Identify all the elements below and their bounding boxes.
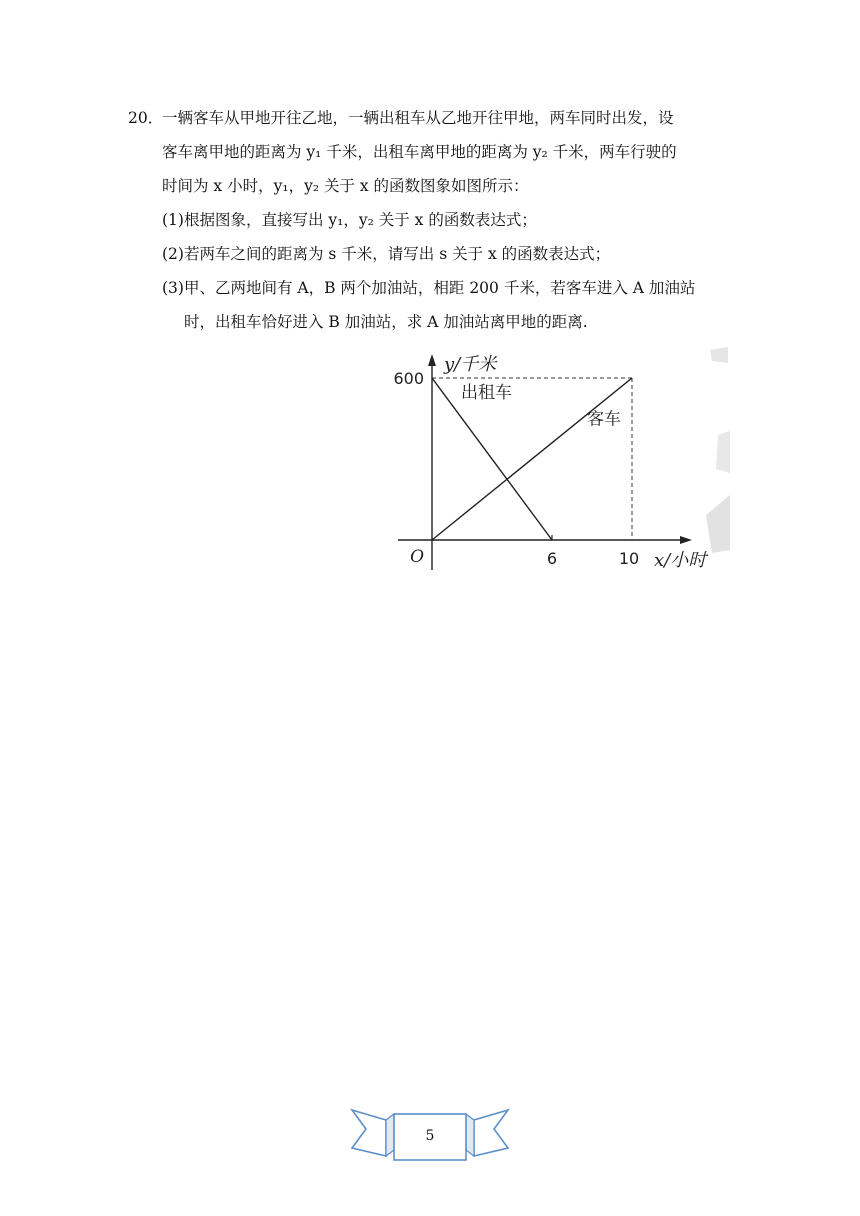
function-graph bbox=[380, 340, 730, 580]
y-axis-label: y/千米 bbox=[444, 354, 497, 375]
problem-line-1: 一辆客车从甲地开往乙地，一辆出租车从乙地开往甲地，两车同时出发，设 bbox=[162, 109, 674, 127]
origin-label: O bbox=[410, 547, 424, 567]
y-tick-label-600: 600 bbox=[393, 369, 424, 388]
series-label-bus: 客车 bbox=[587, 409, 621, 430]
y-axis-arrow bbox=[428, 354, 436, 366]
scan-artifact bbox=[700, 345, 730, 575]
subquestion-3: (3)甲、乙两地间有 A，B 两个加油站，相距 200 千米，若客车进入 A 加油站 bbox=[162, 279, 696, 297]
subquestion-2: (2)若两车之间的距离为 s 千米，请写出 s 关于 x 的函数表达式； bbox=[162, 245, 611, 263]
subquestion-3-continued: 时，出租车恰好进入 B 加油站，求 A 加油站离甲地的距离. bbox=[184, 313, 588, 331]
series-label-taxi: 出租车 bbox=[461, 383, 512, 403]
problem-line-2: 客车离甲地的距离为 y₁ 千米，出租车离甲地的距离为 y₂ 千米，两车行驶的 bbox=[162, 143, 677, 161]
page-number: 5 bbox=[425, 1128, 435, 1144]
graph-svg bbox=[380, 340, 730, 580]
x-axis-arrow bbox=[680, 536, 692, 544]
x-axis-label: x/小时 bbox=[654, 550, 707, 571]
problem-line-3: 时间为 x 小时，y₁，y₂ 关于 x 的函数图象如图所示： bbox=[162, 177, 529, 195]
subquestion-1: (1)根据图象，直接写出 y₁，y₂ 关于 x 的函数表达式； bbox=[162, 211, 537, 229]
page-footer bbox=[350, 1098, 510, 1168]
x-tick-label-6: 6 bbox=[546, 549, 558, 568]
question-number: 20． bbox=[128, 109, 164, 127]
x-tick-label-10: 10 bbox=[618, 549, 640, 568]
